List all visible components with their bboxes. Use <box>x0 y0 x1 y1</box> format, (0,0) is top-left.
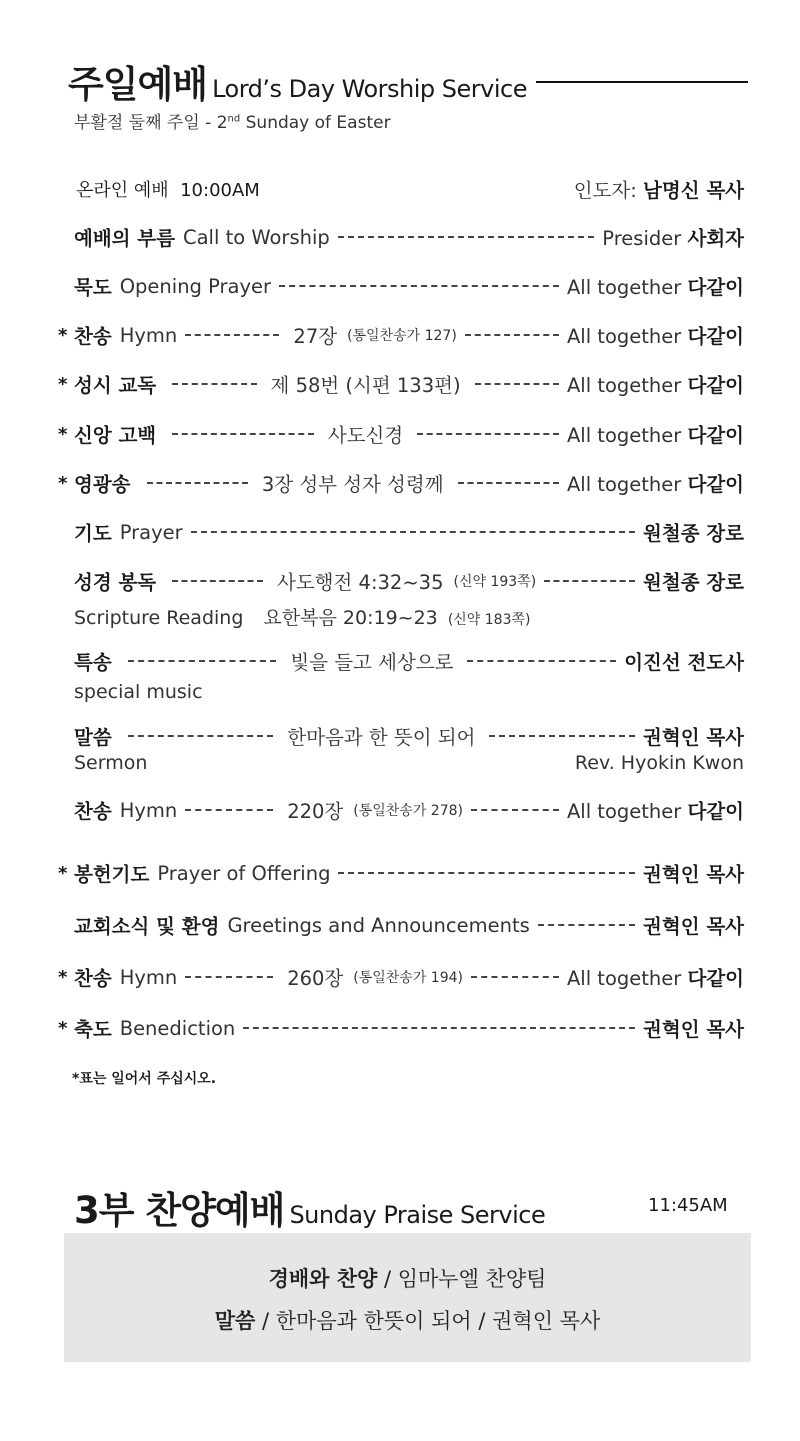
item-leader-ko: 이진선 전도사 <box>624 651 744 674</box>
leader-dashes <box>147 482 248 484</box>
praise-line1-rest: / 임마누엘 찬양팀 <box>377 1267 547 1291</box>
item-leader-ko: 원철종 장로 <box>643 522 744 545</box>
order-item-row <box>58 271 744 301</box>
item-detail: 한마음과 한 뜻이 되어 <box>287 726 476 749</box>
order-item-row <box>58 369 744 399</box>
order-item-row <box>58 646 744 676</box>
leader-dashes <box>191 531 635 533</box>
praise-line-2 <box>64 1305 751 1335</box>
leader-dashes <box>471 976 559 978</box>
order-item-row <box>58 517 744 547</box>
leader-label: 인도자: <box>573 179 644 202</box>
praise-time: 11:45AM <box>648 1195 728 1216</box>
item-detail: 27장 <box>293 325 338 348</box>
item-leader-ko: 권혁인 목사 <box>643 1018 744 1041</box>
praise-title-en: Sunday Praise Service <box>289 1201 546 1229</box>
standing-marker: * <box>58 966 68 988</box>
leader-dashes <box>185 809 273 811</box>
item-leader-en: All together <box>566 473 682 496</box>
subtitle-sup: nd <box>227 113 241 125</box>
item-title-ko: 교회소식 및 환영 <box>74 915 220 938</box>
leader-dashes <box>185 334 279 336</box>
item-leader <box>643 518 744 546</box>
item-title-ko: 특송 <box>74 651 112 674</box>
item-leader-en: All together <box>566 967 682 990</box>
order-item-row <box>58 962 744 992</box>
sermon-line2-right: Rev. Hyokin Kwon <box>574 752 744 774</box>
item-leader-ko: 다같이 <box>687 424 744 447</box>
standing-marker: * <box>58 423 68 445</box>
item-detail-note: (통일찬송가 127) <box>347 328 457 344</box>
item-leader-ko: 원철종 장로 <box>643 571 745 594</box>
item-title-ko: 기도 <box>74 522 112 545</box>
item-title-ko: 영광송 <box>74 473 131 496</box>
leader-dashes <box>243 1027 635 1029</box>
order-item-row <box>58 795 744 825</box>
item-leader-en: Presider <box>602 227 682 250</box>
item-leader <box>643 859 744 887</box>
subtitle-ko: 부활절 둘째 주일 <box>74 113 200 133</box>
item-title-ko: 신앙 고백 <box>74 424 157 447</box>
standing-marker: * <box>58 373 68 395</box>
praise-line-1 <box>64 1263 751 1293</box>
leader-dashes <box>172 580 263 582</box>
order-item-row <box>58 858 744 888</box>
scripture-line2 <box>74 603 530 630</box>
leader-dashes <box>538 924 635 926</box>
service-subtitle <box>74 108 391 133</box>
item-leader <box>567 469 744 497</box>
item-detail: 제 58번 (시편 133편) <box>270 374 461 397</box>
order-item-row <box>58 566 744 596</box>
praise-header <box>74 1180 545 1234</box>
item-leader <box>602 223 744 251</box>
item-title-en: Hymn <box>119 323 178 347</box>
leader-dashes <box>471 809 559 811</box>
item-leader <box>567 963 744 991</box>
online-time: 온라인 예배 10:00AM <box>76 180 260 201</box>
order-item-row <box>58 468 744 498</box>
standing-marker: * <box>58 862 68 884</box>
item-title-ko: 말씀 <box>74 726 112 749</box>
leader-dashes <box>185 976 273 978</box>
item-leader <box>643 567 744 595</box>
item-title-en: Prayer of Offering <box>157 861 331 885</box>
leader-dashes <box>544 580 635 582</box>
item-title-ko: 묵도 <box>74 276 112 299</box>
item-leader-en: All together <box>566 374 682 397</box>
leader-dashes <box>465 334 559 336</box>
leader-dashes <box>489 735 635 737</box>
leader-dashes <box>338 872 635 874</box>
leader-dashes <box>338 236 595 238</box>
item-leader-ko: 다같이 <box>687 374 745 397</box>
order-item-row <box>58 910 744 940</box>
order-item-row <box>58 721 744 751</box>
scripture-page: (신약 183쪽) <box>447 612 531 628</box>
item-detail-note: (통일찬송가 194) <box>353 970 463 986</box>
item-leader <box>567 272 744 300</box>
item-title-en: Benediction <box>119 1016 236 1040</box>
item-detail-note: (신약 193쪽) <box>453 574 537 590</box>
item-title-ko: 예배의 부름 <box>74 227 175 250</box>
item-title-ko: 축도 <box>74 1018 112 1041</box>
item-leader-en: All together <box>566 276 682 299</box>
standing-marker: * <box>58 1017 68 1039</box>
item-detail: 260장 <box>287 967 344 990</box>
item-detail: 사도신경 <box>327 424 404 447</box>
subtitle-sep: - 2 <box>199 113 228 133</box>
order-item-row <box>58 1013 744 1043</box>
item-leader <box>567 420 744 448</box>
item-detail-note: (통일찬송가 278) <box>353 803 463 819</box>
praise-line1-bold: 경배와 찬양 <box>268 1267 378 1291</box>
service-title-ko: 주일예배 <box>68 63 207 106</box>
item-title-ko: 찬송 <box>74 967 112 990</box>
order-item-row <box>58 419 744 449</box>
service-title-en: Lord’s Day Worship Service <box>212 75 527 103</box>
leader-name: 남명신 목사 <box>643 179 744 202</box>
standing-note: *표는 일어서 주십시오. <box>72 1071 217 1087</box>
praise-line2-bold: 말씀 <box>214 1309 256 1333</box>
item-title-ko: 성시 교독 <box>74 374 157 397</box>
standing-marker: * <box>58 472 68 494</box>
order-item-row <box>58 320 744 350</box>
item-leader-ko: 권혁인 목사 <box>643 915 744 938</box>
leader-dashes <box>467 660 616 662</box>
item-title-ko: 봉헌기도 <box>74 863 150 886</box>
item-title-ko: 찬송 <box>74 800 112 823</box>
item-detail: 사도행전 4:32~35 <box>277 571 444 594</box>
item-leader <box>567 370 744 398</box>
subtitle-en: Sunday of Easter <box>240 113 391 133</box>
item-leader-en: All together <box>566 800 682 823</box>
leader-dashes <box>417 433 559 435</box>
item-leader <box>567 796 744 824</box>
leader-dashes <box>128 735 274 737</box>
item-leader <box>567 321 744 349</box>
service-header <box>68 54 527 108</box>
item-leader <box>643 911 744 939</box>
scripture-en: Scripture Reading <box>74 607 244 629</box>
leader-dashes <box>128 660 277 662</box>
sermon-line2-left: Sermon <box>74 752 148 774</box>
item-leader-ko: 권혁인 목사 <box>643 726 744 749</box>
praise-box <box>64 1233 751 1362</box>
standing-marker: * <box>58 324 68 346</box>
item-leader <box>643 722 744 750</box>
item-leader <box>643 1014 744 1042</box>
item-leader-en: All together <box>566 424 682 447</box>
item-leader-ko: 다같이 <box>687 276 744 299</box>
leader-dashes <box>172 383 256 385</box>
leader-dashes <box>458 482 559 484</box>
item-title-en: Opening Prayer <box>119 274 272 298</box>
item-title-ko: 찬송 <box>74 325 112 348</box>
item-leader <box>624 647 744 675</box>
item-title-en: Greetings and Announcements <box>227 913 530 937</box>
item-leader-ko: 다같이 <box>687 800 744 823</box>
leader-dashes <box>475 383 559 385</box>
item-detail: 빛을 들고 세상으로 <box>290 651 454 674</box>
scripture-ref: 요한복음 20:19~23 <box>263 607 438 629</box>
item-title-en: Hymn <box>119 965 178 989</box>
item-leader-ko: 사회자 <box>687 227 744 250</box>
item-leader-ko: 다같이 <box>687 967 744 990</box>
praise-title-ko: 3부 찬양예배 <box>74 1189 285 1232</box>
special-line2: special music <box>74 681 203 703</box>
item-detail: 3장 성부 성자 성령께 <box>261 473 444 496</box>
item-title-en: Hymn <box>119 798 178 822</box>
leader-dashes <box>279 285 559 287</box>
item-title-en: Call to Worship <box>182 225 330 249</box>
item-leader-ko: 다같이 <box>687 473 744 496</box>
item-detail: 220장 <box>287 800 344 823</box>
item-leader-ko: 다같이 <box>687 325 744 348</box>
header-rule <box>536 81 748 83</box>
item-leader-ko: 권혁인 목사 <box>643 863 744 886</box>
item-leader-en: All together <box>566 325 682 348</box>
item-title-ko: 성경 봉독 <box>74 571 157 594</box>
online-row <box>76 174 744 204</box>
order-item-row <box>58 222 744 252</box>
leader-dashes <box>172 433 314 435</box>
praise-line2-rest: / 한마음과 한뜻이 되어 / 권혁인 목사 <box>255 1309 601 1333</box>
item-title-en: Prayer <box>119 520 183 544</box>
